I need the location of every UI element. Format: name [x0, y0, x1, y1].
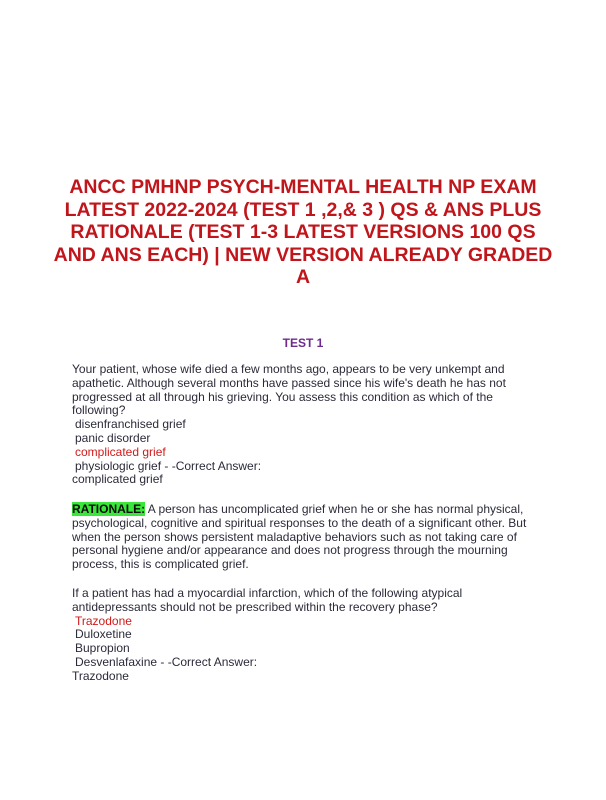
question-1-option: panic disorder: [75, 430, 151, 445]
question-1-line: following?: [72, 403, 126, 418]
rationale-line: psychological, cognitive and spiritual responses to the death of a significant other. But: [72, 515, 527, 530]
question-2-option: Bupropion: [75, 641, 130, 656]
question-2-option-correct: Trazodone: [75, 613, 132, 628]
rationale-line: when the person shows persistent maladaptive behaviors such as not taking care of: [72, 529, 517, 544]
question-2-option: Desvenlafaxine - -Correct Answer:: [75, 654, 258, 669]
question-2: [72, 587, 542, 684]
question-1-answer: complicated grief: [72, 472, 163, 487]
question-1-line: progressed at all through his grieving. You assess this condition as which of the: [72, 389, 493, 404]
rationale-block: [72, 503, 542, 572]
question-2-line: If a patient has had a myocardial infarction, which of the following atypical: [72, 586, 463, 600]
rationale-first-line: [72, 503, 542, 517]
question-2-option: Duloxetine: [75, 627, 132, 642]
question-1-option-correct: complicated grief: [75, 444, 166, 459]
rationale-line: personal hygiene and/or appearance and does not progress through the mourning: [72, 543, 508, 558]
question-1: [72, 363, 542, 487]
section-heading: TEST 1: [282, 336, 324, 350]
rationale-text: A person has uncomplicated grief when he or she has normal physical,: [145, 502, 524, 516]
question-1-option: disenfranchised grief: [75, 417, 186, 432]
rationale-line: process, this is complicated grief.: [72, 557, 249, 572]
question-2-line: antidepressants should not be prescribed within the recovery phase?: [72, 599, 438, 614]
rationale-label: RATIONALE:: [72, 502, 146, 516]
question-1-option: physiologic grief - -Correct Answer:: [75, 458, 262, 473]
question-1-line: apathetic. Although several months have passed since his wife's death he has not: [72, 375, 506, 390]
question-1-line: Your patient, whose wife died a few months ago, appears to be very unkempt and: [72, 362, 505, 376]
question-2-answer: Trazodone: [72, 668, 129, 683]
document-title: ANCC PMHNP PSYCH-MENTAL HEALTH NP EXAM LATEST 2022-2024 (TEST 1 ,2,& 3 ) QS & ANS PLUS RATIONALE (TEST 1-3 LATEST VERSIONS 100 QS AND ANS EACH) | NEW VERSION ALREADY GRADED A: [53, 176, 553, 288]
